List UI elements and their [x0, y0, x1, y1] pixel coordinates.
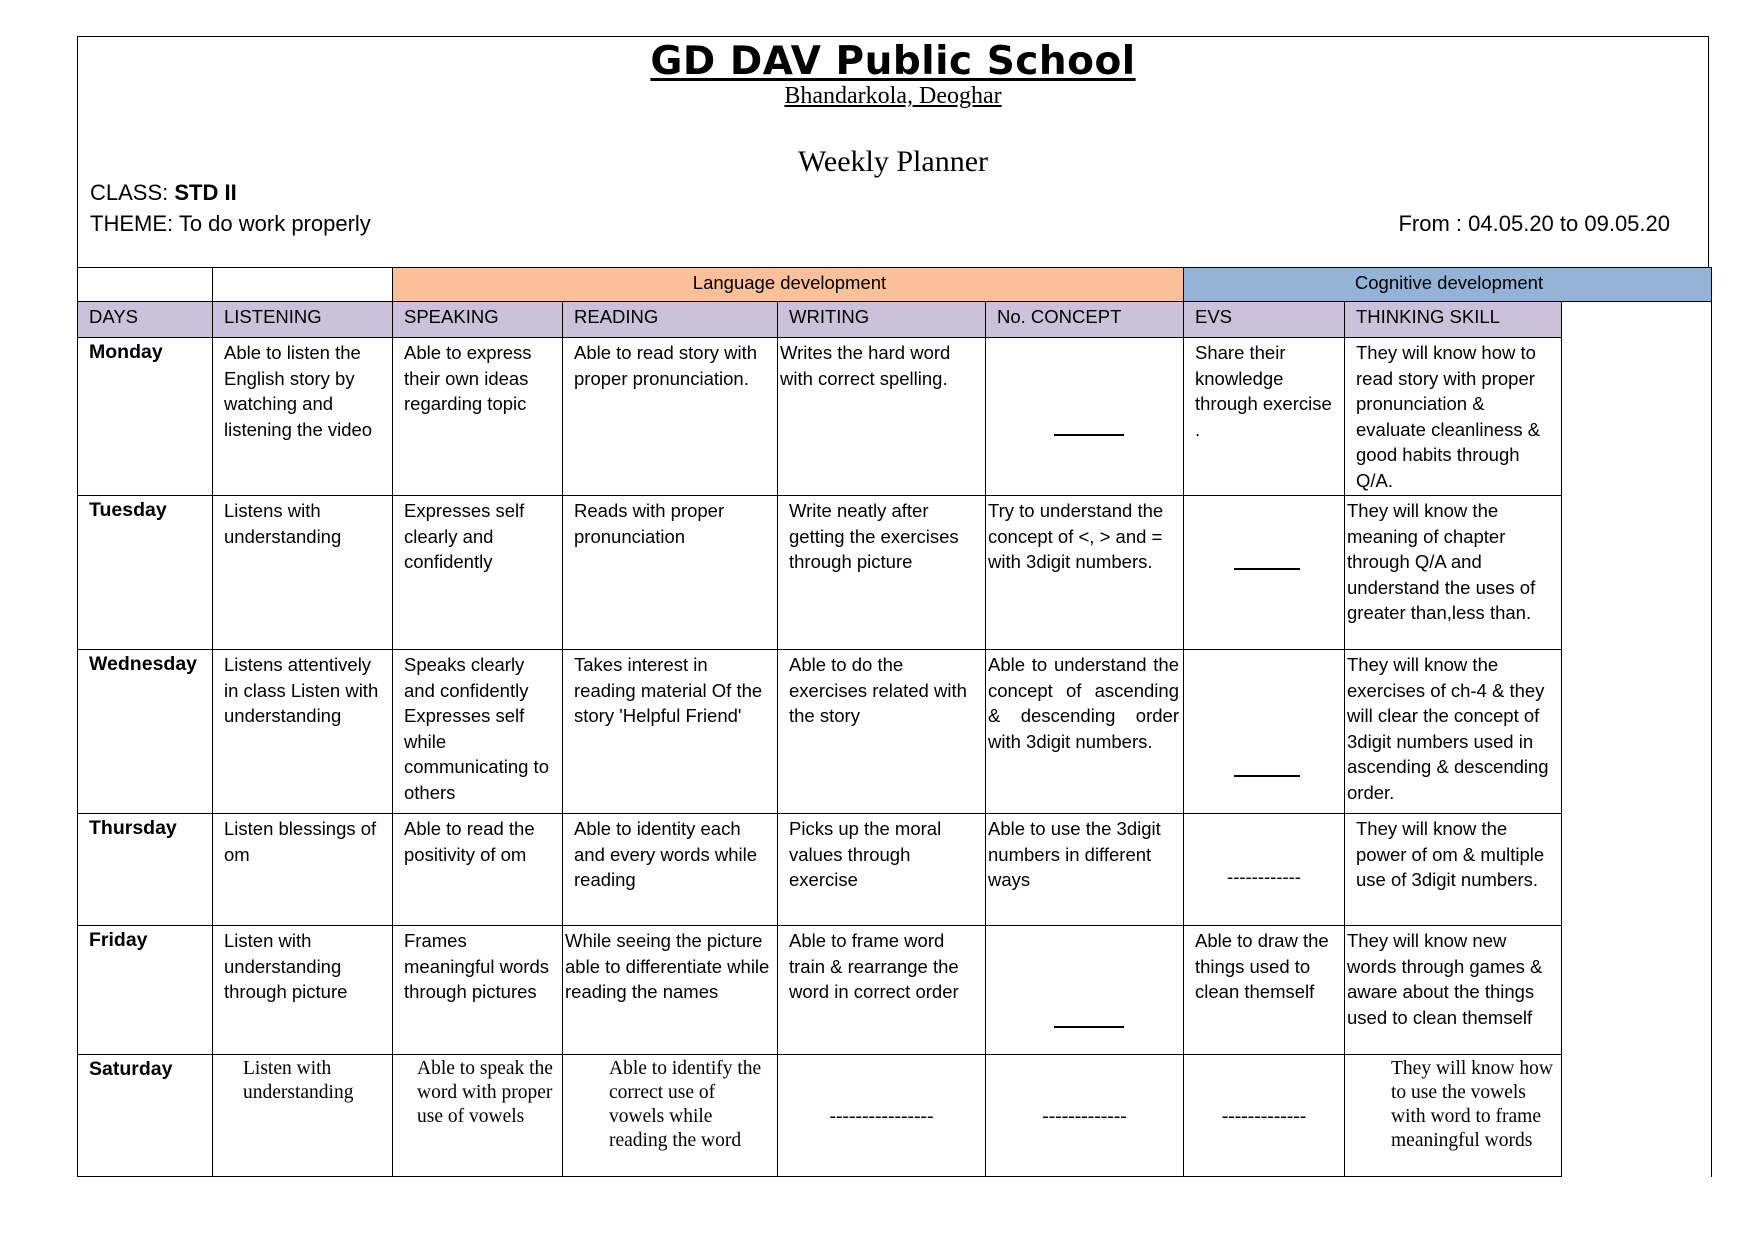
reading-cell: Able to identity each and every words while reading — [563, 814, 778, 926]
writing-cell — [778, 1055, 986, 1177]
column-header-reading: READING — [563, 302, 778, 338]
empty-trailing-cell — [1562, 926, 1712, 1055]
blank-line — [1234, 775, 1300, 777]
column-header-speaking: SPEAKING — [393, 302, 563, 338]
thinking-cell: They will know how to use the vowels with word to frame meaningful words — [1345, 1055, 1562, 1177]
group-header-row — [78, 268, 1712, 302]
evs-cell — [1184, 496, 1345, 650]
empty-trailing-cell — [1562, 814, 1712, 926]
table-row — [78, 814, 1712, 926]
dash-placeholder: ---------------- — [829, 1106, 934, 1127]
day-cell: Saturday — [78, 1055, 213, 1177]
class-info — [90, 180, 237, 206]
empty-trailing-cell — [1562, 650, 1712, 814]
listening-cell: Listen blessings of om — [213, 814, 393, 926]
reading-cell: While seeing the picture able to differentiate while reading the names — [563, 926, 778, 1055]
no-concept-cell — [986, 1055, 1184, 1177]
document-header — [77, 36, 1709, 267]
column-header-row — [78, 302, 1712, 338]
column-header-no-concept: No. CONCEPT — [986, 302, 1184, 338]
language-development-header: Language development — [393, 268, 1184, 302]
table-row — [78, 650, 1712, 814]
table-row — [78, 926, 1712, 1055]
theme-info: THEME: To do work properly — [90, 211, 371, 236]
no-concept-cell: Try to understand the concept of <, > and = with 3digit numbers. — [986, 496, 1184, 650]
empty-trailing-cell — [1562, 1055, 1712, 1177]
listening-cell: Able to listen the English story by watching and listening the video — [213, 338, 393, 496]
school-location: Bhandarkola, Deoghar — [784, 83, 1002, 109]
empty-trailing-cell — [1562, 496, 1712, 650]
column-header-thinking-skill: THINKING SKILL — [1345, 302, 1562, 338]
speaking-cell: Expresses self clearly and confidently — [393, 496, 563, 650]
day-cell: Monday — [78, 338, 213, 496]
reading-cell: Reads with proper pronunciation — [563, 496, 778, 650]
speaking-cell: Able to read the positivity of om — [393, 814, 563, 926]
date-range: From : 04.05.20 to 09.05.20 — [1398, 211, 1670, 236]
table-row — [78, 1055, 1712, 1177]
no-concept-cell: Able to understand the concept of ascending & descending order with 3digit numbers. — [986, 650, 1184, 814]
thinking-cell: They will know the exercises of ch-4 & they will clear the concept of 3digit numbers used in ascending & descending order. — [1345, 650, 1562, 814]
listening-cell: Listens attentively in class Listen with understanding — [213, 650, 393, 814]
day-cell: Thursday — [78, 814, 213, 926]
no-concept-cell: Able to use the 3digit numbers in different ways — [986, 814, 1184, 926]
empty-trailing-cell — [1562, 338, 1712, 496]
speaking-cell: Able to speak the word with proper use of vowels — [393, 1055, 563, 1177]
dash-placeholder: ------------ — [1227, 866, 1301, 887]
writing-cell: Picks up the moral values through exercise — [778, 814, 986, 926]
table-row — [78, 496, 1712, 650]
cognitive-development-header: Cognitive development — [1184, 268, 1712, 302]
writing-cell: Able to frame word train & rearrange the word in correct order — [778, 926, 986, 1055]
blank-line — [1054, 434, 1124, 436]
speaking-cell: Speaks clearly and confidently Expresses self while communicating to others — [393, 650, 563, 814]
document-title: Weekly Planner — [797, 145, 989, 178]
writing-cell: Writes the hard word with correct spelling. — [778, 338, 986, 496]
reading-cell: Able to identify the correct use of vowels while reading the word — [563, 1055, 778, 1177]
speaking-cell: Able to express their own ideas regarding topic — [393, 338, 563, 496]
no-concept-cell — [986, 926, 1184, 1055]
no-concept-cell — [986, 338, 1184, 496]
school-name: GD DAV Public School — [650, 39, 1136, 84]
evs-cell — [1184, 650, 1345, 814]
column-header-listening: LISTENING — [213, 302, 393, 338]
table-row — [78, 338, 1712, 496]
blank-line — [1234, 568, 1300, 570]
day-cell: Friday — [78, 926, 213, 1055]
evs-cell: Able to draw the things used to clean themself — [1184, 926, 1345, 1055]
reading-cell: Takes interest in reading material Of the story 'Helpful Friend' — [563, 650, 778, 814]
speaking-cell: Frames meaningful words through pictures — [393, 926, 563, 1055]
thinking-cell: They will know how to read story with proper pronunciation & evaluate cleanliness & good habits through Q/A. — [1345, 338, 1562, 496]
evs-cell: Share their knowledge through exercise . — [1184, 338, 1345, 496]
thinking-cell: They will know the power of om & multiple use of 3digit numbers. — [1345, 814, 1562, 926]
class-value: STD II — [174, 180, 237, 205]
column-header-evs: EVS — [1184, 302, 1345, 338]
class-label: CLASS: — [90, 180, 175, 205]
writing-cell: Write neatly after getting the exercises through picture — [778, 496, 986, 650]
reading-cell: Able to read story with proper pronunciation. — [563, 338, 778, 496]
listening-cell: Listens with understanding — [213, 496, 393, 650]
dash-placeholder: ------------- — [1042, 1106, 1127, 1127]
evs-cell — [1184, 1055, 1345, 1177]
writing-cell: Able to do the exercises related with the story — [778, 650, 986, 814]
column-header-writing: WRITING — [778, 302, 986, 338]
listening-cell: Listen with understanding through picture — [213, 926, 393, 1055]
column-header-days: DAYS — [78, 302, 213, 338]
group-empty-cell — [78, 268, 213, 302]
weekly-planner-table — [77, 267, 1712, 1177]
evs-cell — [1184, 814, 1345, 926]
dash-placeholder: ------------- — [1221, 1106, 1307, 1127]
thinking-cell: They will know new words through games & aware about the things used to clean themself — [1345, 926, 1562, 1055]
day-cell: Tuesday — [78, 496, 213, 650]
empty-trailing-cell — [1562, 302, 1712, 338]
thinking-cell: They will know the meaning of chapter through Q/A and understand the uses of greater than,less than. — [1345, 496, 1562, 650]
group-empty-cell — [213, 268, 393, 302]
day-cell: Wednesday — [78, 650, 213, 814]
blank-line — [1054, 1026, 1124, 1028]
listening-cell: Listen with understanding — [213, 1055, 393, 1177]
